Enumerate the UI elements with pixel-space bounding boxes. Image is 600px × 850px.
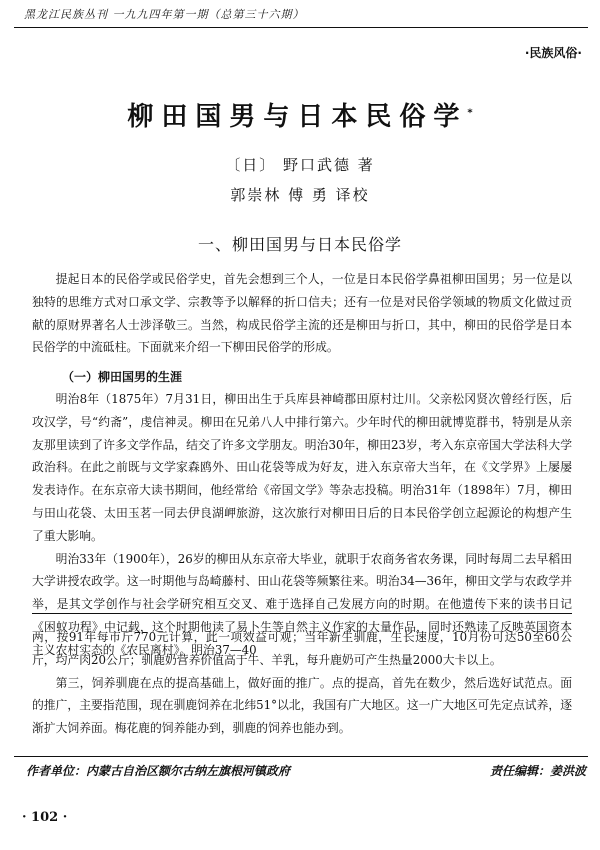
bio-paragraph-1: 明治8年（1875年）7月31日，柳田出生于兵库县神崎郡田原村辻川。父亲松冈贤次曾经行医，后攻汉学，号“约斋”，虔信神灵。柳田在兄弟八人中排行第六。少年时代的柳田就博览群书，特别是从亲友那里读到了许多文学作品，结交了许多文学朋友。明治30年，柳田23岁，考入东京帝国大学法科大学政治科。在此之前既与文学家森鸥外、田山花袋等成为好友，进入东京帝大当年，在《文学界》上屡屡发表诗作。在东京帝大读书期间，他经常给《帝国文学》等杂志投稿。明治31年（1898年）7月，柳田与田山花袋、太田玉茗一同去伊良湖岬旅游，这次旅行对柳田日后的日本民俗学创立起源论的构想产生了重大影响。 bbox=[32, 392, 572, 543]
biography-text bbox=[32, 388, 572, 662]
intro-text bbox=[32, 268, 572, 359]
page-number: · 102 · bbox=[22, 810, 68, 825]
title-footnote-mark: * bbox=[467, 107, 473, 119]
responsible-editor: 责任编辑：姜洪波 bbox=[489, 764, 586, 778]
subheading: （一）柳田国男的生涯 bbox=[62, 370, 183, 384]
header-rule bbox=[14, 27, 588, 28]
continuation-paragraph-2: 第三，饲养驯鹿在点的提高基础上，做好面的推广。点的提高，首先在数少，然后选好试范点。面的推广，主要指范围，现在驯鹿饲养在北纬51°以北，我国有广大地区。这一广大地区可先定点试养，逐渐扩大饲养面。梅花鹿的饲养能办到，驯鹿的饲养也能办到。 bbox=[32, 675, 572, 736]
footer-rule bbox=[14, 756, 588, 757]
section-heading: 一、柳田国男与日本民俗学 bbox=[197, 235, 402, 254]
author-line: 〔日〕 野口武德 著 bbox=[225, 156, 375, 174]
translator-line: 郭崇林 傅 勇 译校 bbox=[230, 186, 370, 204]
continuation-rule bbox=[32, 613, 572, 614]
article-title-text: 柳田国男与日本民俗学 bbox=[127, 102, 468, 132]
footer-line bbox=[26, 762, 586, 779]
author-unit: 作者单位：内蒙古自治区额尔古纳左旗根河镇政府 bbox=[26, 764, 291, 778]
section-tag: ·民族风俗· bbox=[524, 46, 582, 60]
intro-paragraph: 提起日本的民俗学或民俗学史，首先会想到三个人，一位是日本民俗学鼻祖柳田国男；另一位是以独特的思维方式对口承文学、宗教等予以解释的折口信夫；还有一位是对民俗学领域的物质文化做过贡献的原财界著名人士涉泽敬三。当然，构成民俗学主流的还是柳田与折口，其中，柳田的民俗学是日本民俗学的中流砥柱。下面就来介绍一下柳田民俗学的形成。 bbox=[32, 272, 572, 355]
article-title bbox=[0, 96, 600, 133]
bio-paragraph-2: 明治33年（1900年），26岁的柳田从东京帝大毕业，就职于农商务省农务课，同时每周二去早稻田大学讲授农政学。这一时期他与岛崎藤村、田山花袋等频繁往来。明治34—36年，柳田文学与农政学并举，是其文学创作与社会学研究相互交叉、难于选择自己发展方向的时期。在他遗传下来的读书日记《困蚁功程》中记载，这个时期他读了易卜生等自然主义作家的大量作品，同时还熟读了反映英国资本主义农村实态的《农民离村》。明治37—40 bbox=[32, 551, 572, 657]
continuation-text bbox=[32, 626, 572, 740]
running-header: 黑龙江民族丛刊 一九九四年第一期（总第三十六期） bbox=[24, 8, 305, 21]
continuation-paragraph-1: 两，按91年每市斤770元计算，此一项效益可观；当年新生驯鹿，生长速度，10月份可达50至60公斤，均产肉20公斤；驯鹿奶营养价值高于牛、羊乳，每升鹿奶可产生热量2000大卡以上。 bbox=[32, 630, 572, 667]
